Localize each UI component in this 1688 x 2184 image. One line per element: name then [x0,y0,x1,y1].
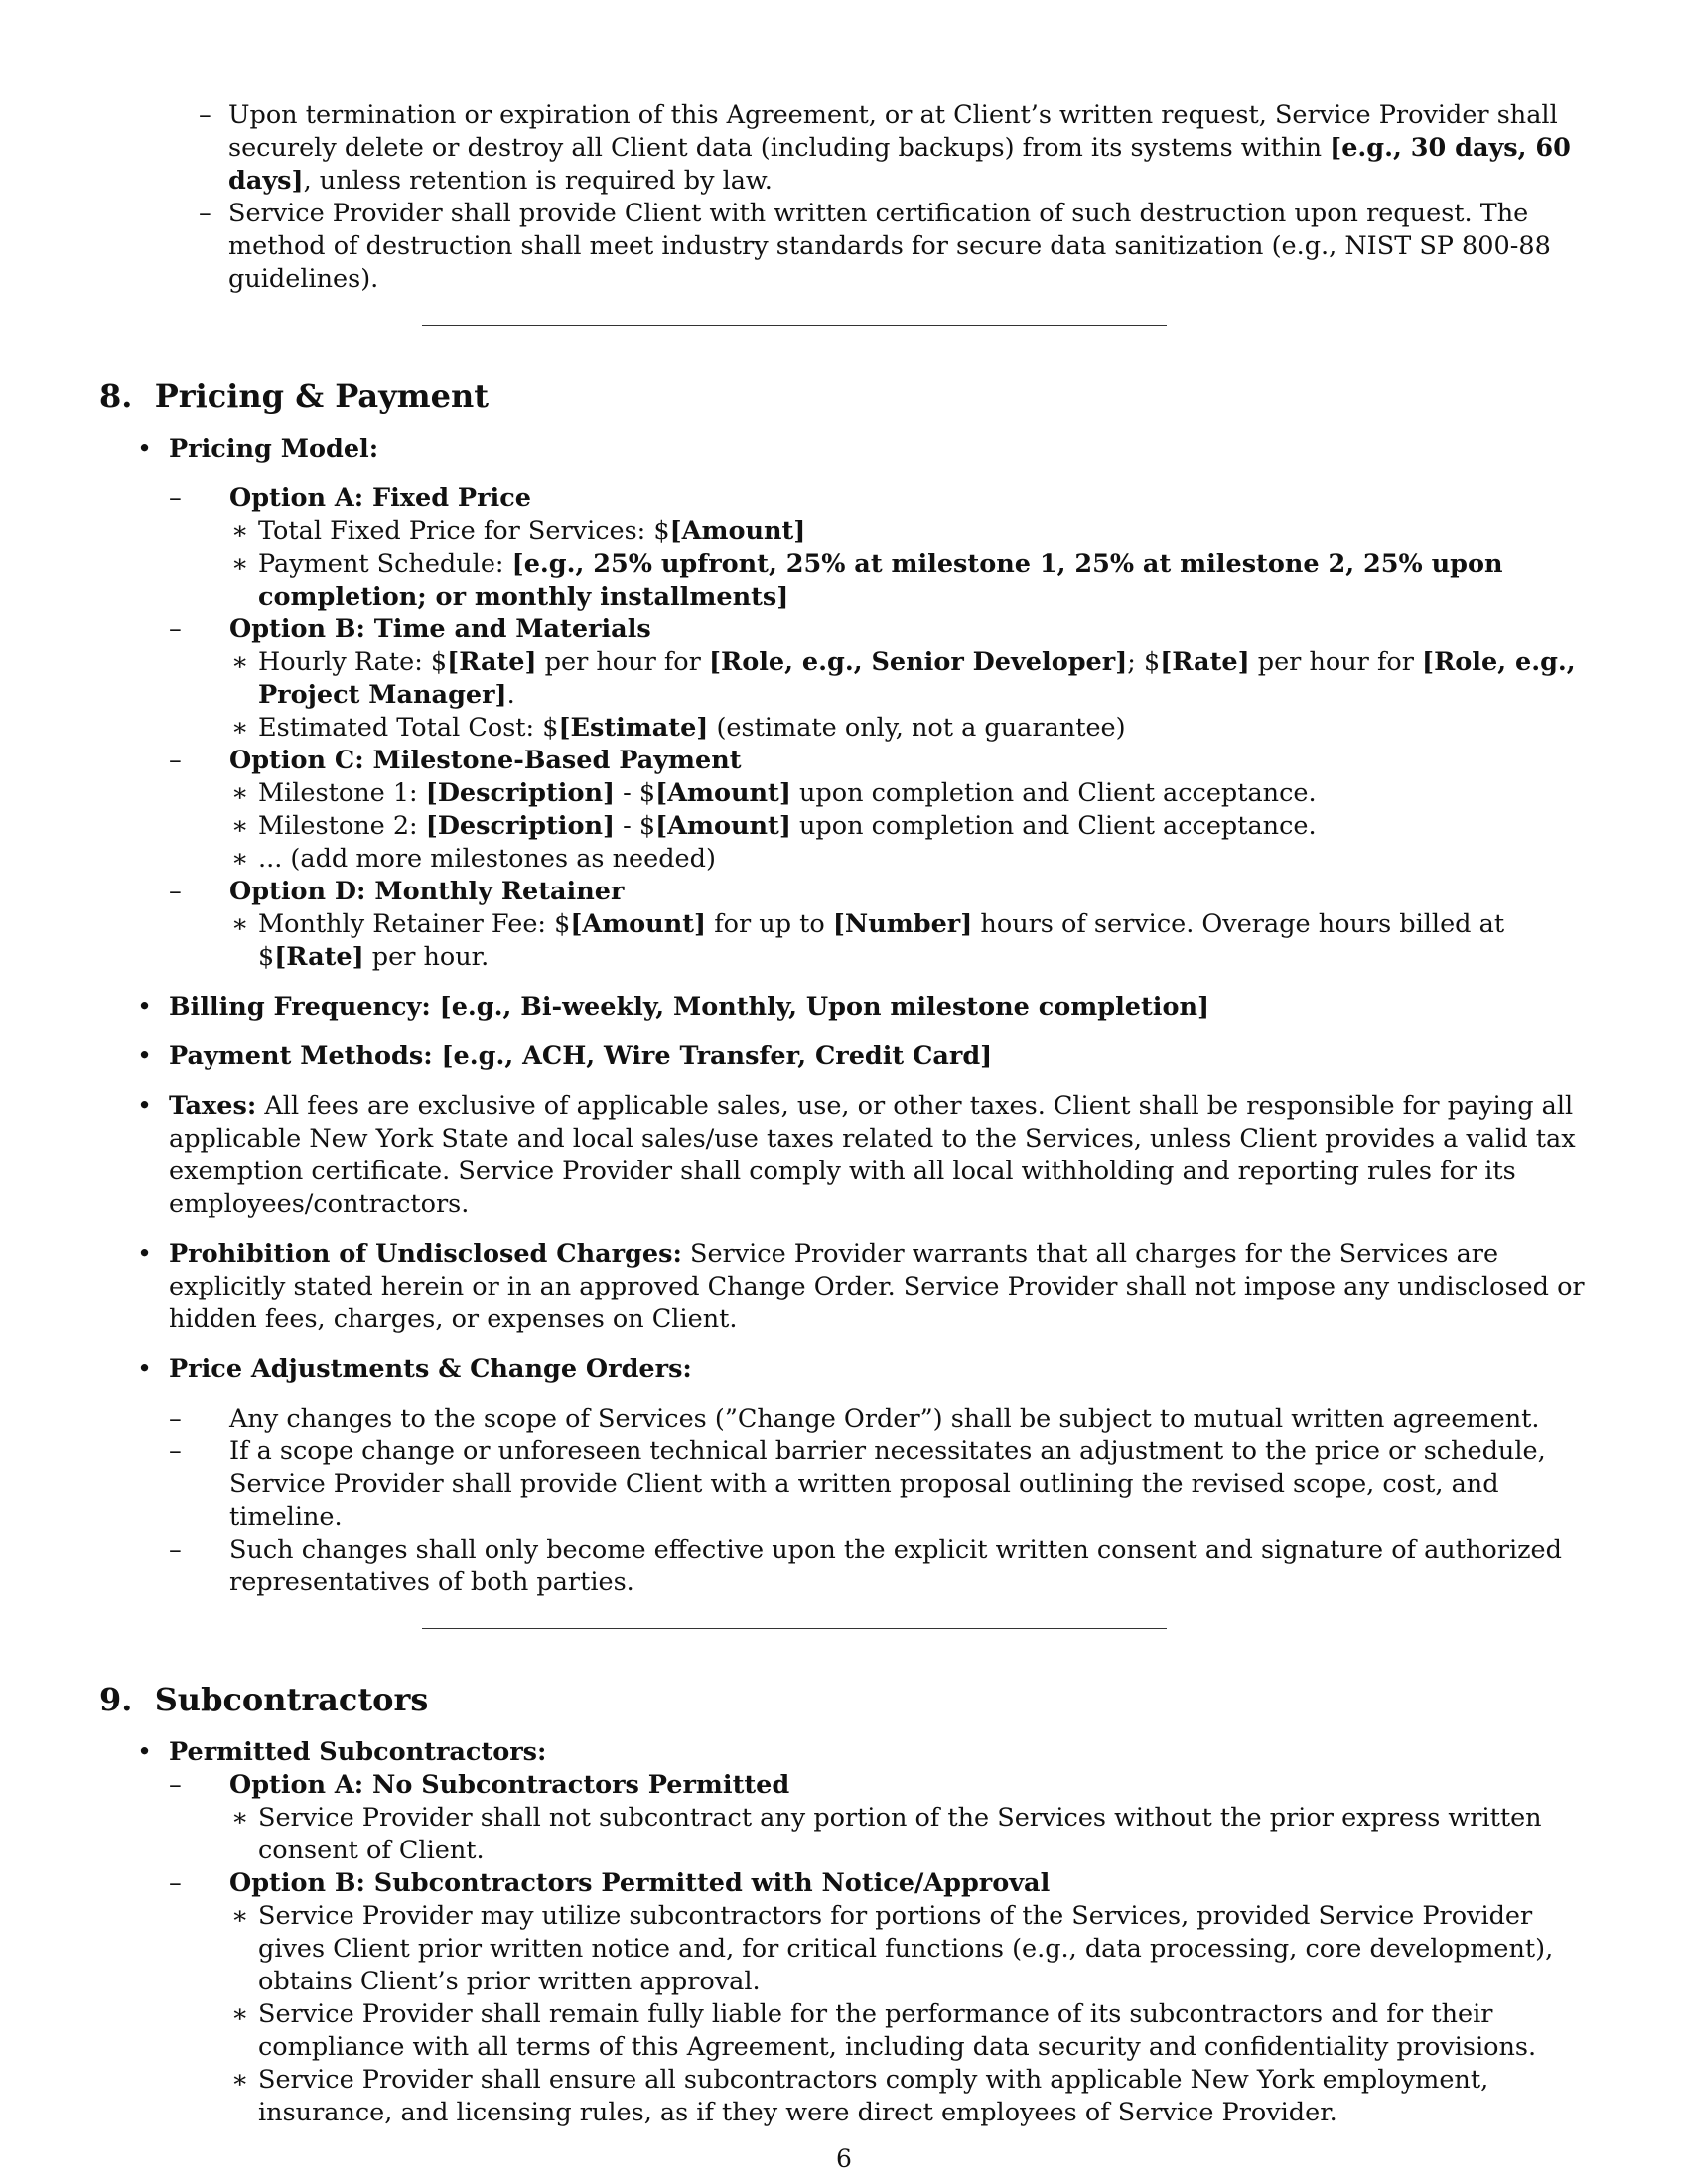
list-item: ∗ Service Provider shall ensure all subcontractors comply with applicable New York employment, insurance, and licensing rules, as if they were direct employees of Service Provider. [229,2064,1589,2129]
list-item: ∗ Estimated Total Cost: $[Estimate] (estimate only, not a guarantee) [229,712,1589,745]
page-content [99,99,1589,2129]
list-item: ∗ Service Provider shall not subcontract any portion of the Services without the prior express written consent of Client. [229,1802,1589,1867]
list-item-price-adjustments: • Price Adjustments & Change Orders: – Any changes to the scope of Services (”Change Order”) shall be subject to mutual written agreement. – If a scope change or unforeseen technical barrier necessitates an adjustment to the price or schedule, Service Provider shall provide Client with a written proposal outlining the revised scope, cost, and timeline. – Such changes shall only become effective upon the explicit written consent and signature of authorized representatives of both parties. [99,1353,1589,1599]
list-item: ∗ Total Fixed Price for Services: $[Amount] [229,515,1589,548]
list-item: – Service Provider shall provide Client with written certification of such destruction upon request. The method of destruction shall meet industry standards for secure data sanitization (e.g., NIST SP 800-88 guidelines). [99,198,1589,296]
pricing-list [99,433,1589,1599]
list-item-taxes: • Taxes: All fees are exclusive of applicable sales, use, or other taxes. Client shall be responsible for paying all applicable New York State and local sales/use taxes related to the Services, unless Client provides a valid tax exemption certificate. Service Provider shall comply with all local withholding and reporting rules for its employees/contractors. [99,1090,1589,1221]
option-c: – Option C: Milestone-Based Payment ∗ Milestone 1: [Description] - $[Amount] upon completion and Client acceptance. ∗ Milestone 2: [Description] - $[Amount] upon completion and Client acceptance. ∗ ... (add more milestones as needed) [169,745,1589,876]
list-item-billing: • Billing Frequency: [e.g., Bi-weekly, Monthly, Upon milestone completion] [99,991,1589,1024]
list-item-undisclosed-charges: • Prohibition of Undisclosed Charges: Service Provider warrants that all charges for the Services are explicitly stated herein or in an approved Change Order. Service Provider shall not impose any undisclosed or hidden fees, charges, or expenses on Client. [99,1238,1589,1336]
list-item: ∗ Milestone 1: [Description] - $[Amount] upon completion and Client acceptance. [229,777,1589,810]
subcontractors-list [99,1736,1589,2129]
list-item: – If a scope change or unforeseen technical barrier necessitates an adjustment to the price or schedule, Service Provider shall provide Client with a written proposal outlining the revised scope, cost, and timeline. [169,1435,1589,1534]
list-item: ∗ Monthly Retainer Fee: $[Amount] for up to [Number] hours of service. Overage hours billed at $[Rate] per hour. [229,908,1589,974]
list-item: ∗ Payment Schedule: [e.g., 25% upfront, 25% at milestone 1, 25% at milestone 2, 25% upon completion; or monthly installments] [229,548,1589,614]
section-divider [422,1628,1167,1629]
list-item: – Such changes shall only become effective upon the explicit written consent and signature of authorized representatives of both parties. [169,1534,1589,1599]
option-b: – Option B: Time and Materials ∗ Hourly Rate: $[Rate] per hour for [Role, e.g., Senior Developer]; $[Rate] per hour for [Role, e.g., Project Manager]. ∗ Estimated Total Cost: $[Estimate] (estimate only, not a guarantee) [169,614,1589,745]
section-heading-subcontractors: 9. Subcontractors [99,1681,429,1718]
list-item: ∗ Service Provider may utilize subcontractors for portions of the Services, provided Service Provider gives Client prior written notice and, for critical functions (e.g., data processing, core development), obtains Client’s prior written approval. [229,1900,1589,1998]
option-d: – Option D: Monthly Retainer ∗ Monthly Retainer Fee: $[Amount] for up to [Number] hours of service. Overage hours billed at $[Rate] per hour. [169,876,1589,974]
list-item-payment-methods: • Payment Methods: [e.g., ACH, Wire Transfer, Credit Card] [99,1040,1589,1073]
list-item: ∗ Hourly Rate: $[Rate] per hour for [Role, e.g., Senior Developer]; $[Rate] per hour for [Role, e.g., Project Manager]. [229,646,1589,712]
list-item: – Any changes to the scope of Services (”Change Order”) shall be subject to mutual written agreement. [169,1403,1589,1435]
list-item: ∗ Milestone 2: [Description] - $[Amount] upon completion and Client acceptance. [229,810,1589,843]
option-a-subcontractors: – Option A: No Subcontractors Permitted ∗ Service Provider shall not subcontract any portion of the Services without the prior express written consent of Client. [169,1769,1589,1867]
section-heading-pricing: 8. Pricing & Payment [99,377,490,415]
list-item: ∗ ... (add more milestones as needed) [229,843,1589,876]
section-divider [422,325,1167,326]
list-item-permitted-subcontractors: • Permitted Subcontractors: – Option A: No Subcontractors Permitted ∗ Service Provider shall not subcontract any portion of the Services without the prior express written consent of Client. – Option B: Subcontractors Permitted with Notice/Approval ∗ Service Provider may utilize subcontractors for portions of the Services, provided Service Provider gives Client prior written notice and, for critical functions (e.g., data processing, core development), obtains Client’s prior written approval. ∗ Service Provider shall remain fully liable for the performance of its subcontractors and for their compliance with all terms of this Agreement, including data security and confidentiality provisions. ∗ Service Provider shall ensure all subcontractors comply with applicable New York employment, insurance, and licensing rules, as if they were direct employees of Service Provider. [99,1736,1589,2129]
option-a: – Option A: Fixed Price ∗ Total Fixed Price for Services: $[Amount] ∗ Payment Schedule: [e.g., 25% upfront, 25% at milestone 1, 25% at milestone 2, 25% upon completion; or monthly installments] [169,482,1589,614]
list-item: ∗ Service Provider shall remain fully liable for the performance of its subcontractors and for their compliance with all terms of this Agreement, including data security and confidentiality provisions. [229,1998,1589,2064]
list-item-pricing-model: • Pricing Model: – Option A: Fixed Price ∗ Total Fixed Price for Services: $[Amount] ∗ Payment Schedule: [e.g., 25% upfront, 25% at milestone 1, 25% at milestone 2, 25% upon completion; or monthly installments] – Option B: Time and Materials ∗ Hourly Rate: $[Rate] per hour for [Role, e.g., Senior Developer]; $[Rate] per hour for [Role, e.g., Project Manager]. ∗ Estimated Total Cost: $[Estimate] (estimate only, not a guarantee) – Option C: Milestone-Based Payment ∗ Milestone 1: [Description] - $[Amount] upon completion and Client acceptance. ∗ Milestone 2: [Description] - $[Amount] upon completion and Client acceptance. ∗ ... (add more milestones as needed) – Option D: Monthly Retainer ∗ Monthly Retainer Fee: $[Amount] for up to [Number] hours of service. Overage hours billed at $[Rate] per hour. [99,433,1589,974]
option-b-subcontractors: – Option B: Subcontractors Permitted with Notice/Approval ∗ Service Provider may utilize subcontractors for portions of the Services, provided Service Provider gives Client prior written notice and, for critical functions (e.g., data processing, core development), obtains Client’s prior written approval. ∗ Service Provider shall remain fully liable for the performance of its subcontractors and for their compliance with all terms of this Agreement, including data security and confidentiality provisions. ∗ Service Provider shall ensure all subcontractors comply with applicable New York employment, insurance, and licensing rules, as if they were direct employees of Service Provider. [169,1867,1589,2129]
page-number: 6 [836,2144,852,2173]
list-item: – Upon termination or expiration of this Agreement, or at Client’s written request, Service Provider shall securely delete or destroy all Client data (including backups) from its systems within [e.g., 30 days, 60 days], unless retention is required by law. [99,99,1589,198]
data-destruction-list [99,99,1589,296]
pricing-options [169,482,1589,974]
